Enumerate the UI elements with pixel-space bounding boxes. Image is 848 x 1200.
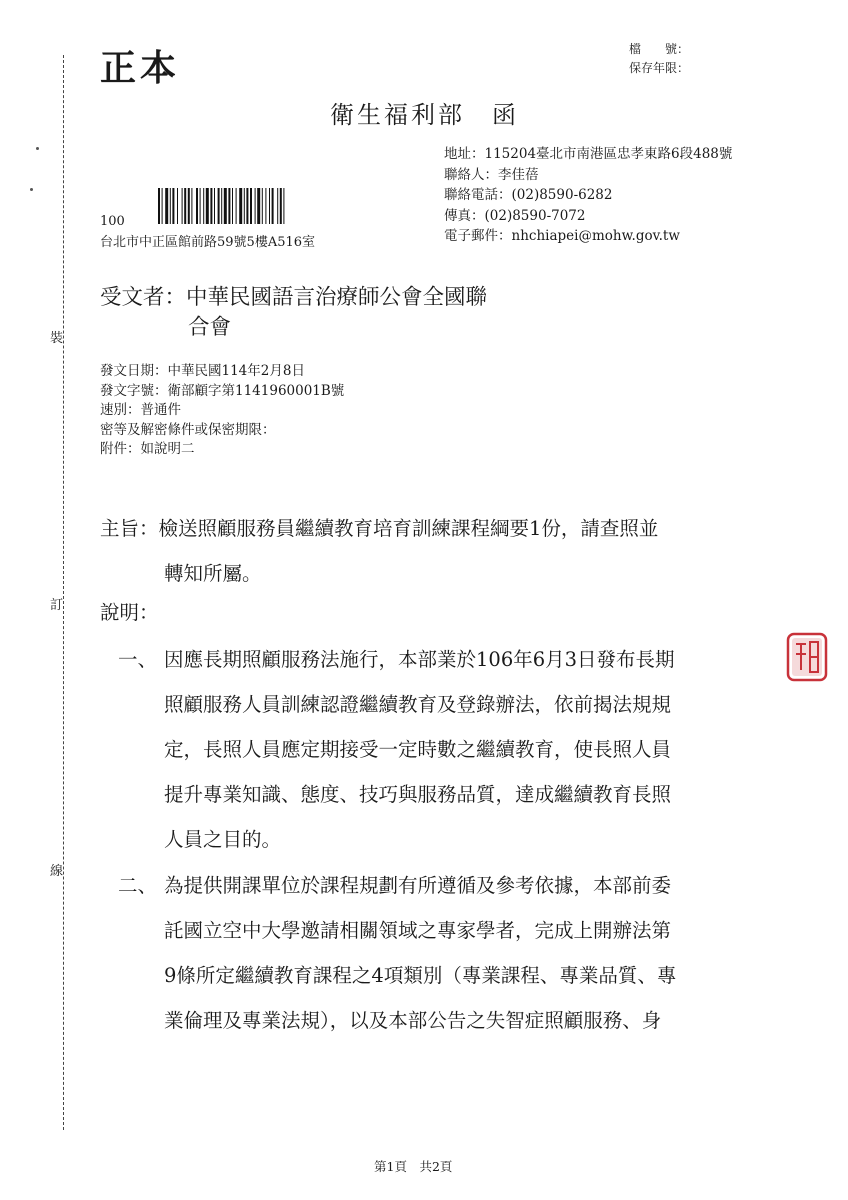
document-meta	[100, 362, 344, 460]
mailing-zip: 100	[100, 214, 125, 229]
binding-mark-xian: 線	[50, 858, 63, 881]
agency-title: 衛生福利部 函	[330, 101, 519, 129]
item-line: 為提供開課單位於課程規劃有所遵循及參考依據，本部前委	[164, 874, 672, 897]
document-number: 發文字號：衛部顧字第1141960001B號	[100, 382, 345, 399]
recipient-name-line1: 中華民國語言治療師公會全國聯	[186, 285, 488, 310]
explanation-item-2	[118, 863, 778, 1043]
delivery-speed: 速別：普通件	[100, 402, 181, 418]
explanation-item-1	[118, 637, 778, 862]
binding-mark-ding: 訂	[50, 592, 63, 615]
binding-line	[63, 55, 64, 1130]
contact-email: 電子郵件：nhchiapei@mohw.gov.tw	[444, 228, 680, 244]
item-line: 因應長期照顧服務法施行，本部業於106年6月3日發布長期	[164, 648, 675, 671]
seal-stamp	[786, 632, 828, 682]
scan-speck	[36, 147, 39, 150]
secrecy-level: 密等及解密條件或保密期限：	[100, 421, 276, 438]
item-number: 一、	[118, 648, 158, 671]
contact-address: 地址：115204臺北市南港區忠孝東路6段488號	[444, 146, 733, 162]
recipient-name-line2: 合會	[188, 315, 232, 340]
copy-label: 正本	[100, 47, 181, 89]
contact-fax: 傳真：(02)8590-7072	[444, 207, 586, 224]
mailing-address: 台北市中正區館前路59號5樓A516室	[100, 235, 316, 250]
item-line: 業倫理及專業法規），以及本部公告之失智症照顧服務、身	[164, 1009, 662, 1032]
item-line: 人員之目的。	[164, 828, 282, 851]
item-line: 定，長照人員應定期接受一定時數之繼續教育，使長照人員	[164, 738, 672, 761]
file-number-label: 檔 號：	[629, 42, 690, 56]
item-line: 託國立空中大學邀請相關領域之專家學者，完成上開辦法第	[164, 919, 672, 942]
item-line: 照顧服務人員訓練認證繼續教育及登錄辦法，依前揭法規規	[164, 693, 672, 716]
subject-line2: 轉知所屬。	[164, 562, 262, 585]
barcode	[158, 188, 340, 224]
recipient-label: 受文者：	[100, 285, 187, 310]
page-footer: 第1頁 共2頁	[374, 1159, 453, 1174]
item-line: 9條所定繼續教育課程之4項類別（專業課程、專業品質、專	[164, 964, 677, 987]
contact-phone: 聯絡電話：(02)8590-6282	[444, 187, 613, 203]
recipient	[100, 283, 487, 343]
binding-mark-zhuang: 裝	[50, 325, 63, 348]
retention-period-label: 保存年限：	[629, 61, 690, 75]
subject	[100, 506, 760, 596]
item-line: 提升專業知識、態度、技巧與服務品質，達成繼續教育長照	[164, 783, 672, 806]
contact-block	[444, 144, 732, 247]
explanation-label: 說明：	[100, 601, 159, 624]
issue-date: 發文日期：中華民國114年2月8日	[100, 363, 305, 379]
archive-info	[629, 40, 689, 78]
attachment: 附件：如說明二	[100, 441, 195, 457]
item-number: 二、	[118, 874, 158, 897]
scan-speck	[30, 188, 33, 191]
contact-person: 聯絡人：李佳蓓	[444, 166, 539, 183]
subject-line1: 主旨：檢送照顧服務員繼續教育培育訓練課程綱要1份，請查照並	[100, 517, 659, 540]
